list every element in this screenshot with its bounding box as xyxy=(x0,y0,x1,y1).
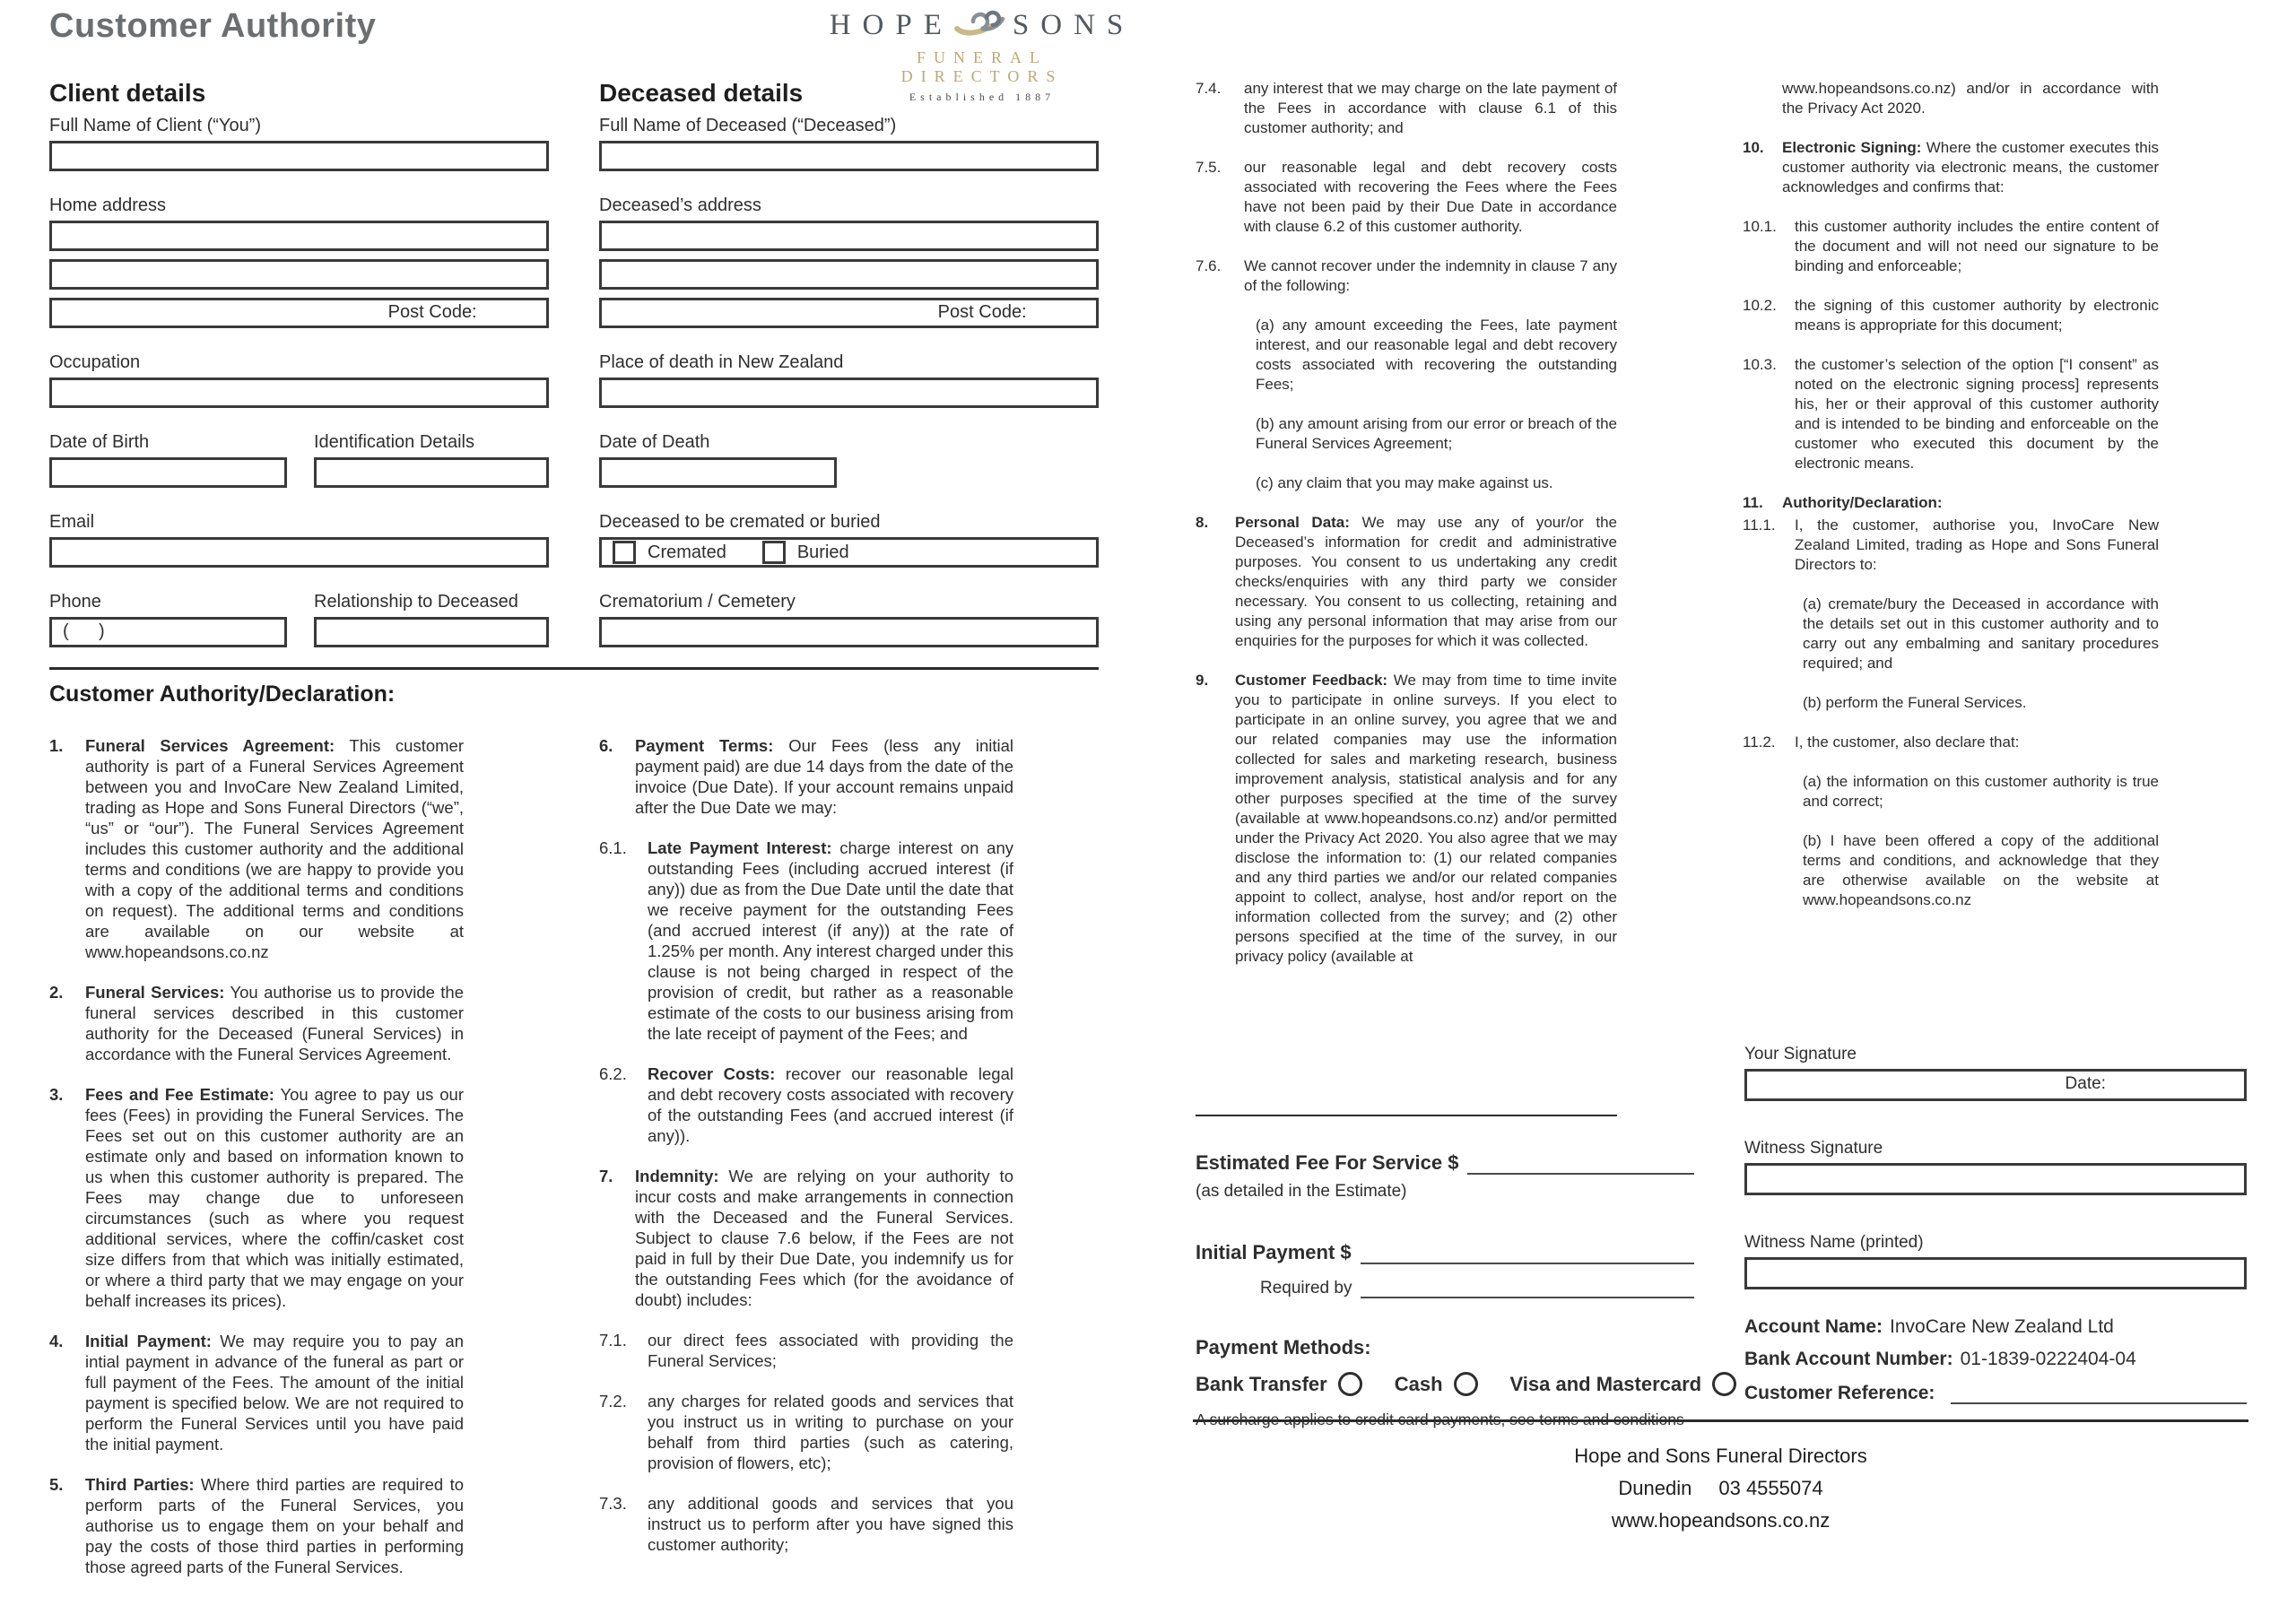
client-phone-input[interactable] xyxy=(49,617,287,647)
account-name-label: Account Name: xyxy=(1744,1316,1883,1337)
clause-number: 10.2. xyxy=(1743,297,1777,314)
clause-text: Funeral Services Agreement: This customer authority is part of a Funeral Services Agreement between you and InvoCare New Zealand Limited, trading as Hope and Sons Funeral Directors (“we”, “us” or “our”). The Funeral Services Agreement includes this customer authority and the additional terms and conditions (we are happy to provide you with a copy of the additional terms and conditions on request). The additional terms and conditions are available on our website at www.hopeandsons.co.nz xyxy=(85,736,464,961)
signature-date-label: Date: xyxy=(2065,1074,2106,1093)
client-relationship-input[interactable] xyxy=(314,617,549,647)
clause-number: 10. xyxy=(1743,139,1764,156)
clause-item xyxy=(1256,473,1617,493)
clauses-column-1 xyxy=(49,735,464,1597)
client-occupation-input[interactable] xyxy=(49,378,549,408)
payment-methods-heading: Payment Methods: xyxy=(1196,1336,1371,1358)
payment-method-visa-and-mastercard xyxy=(1510,1372,1737,1396)
clauses-column-2 xyxy=(599,735,1013,1575)
clause-number: 6.1. xyxy=(599,838,627,857)
clause-text: this customer authority includes the entire content of the document and will not need our signature to be binding and enforceable; xyxy=(1795,218,2159,274)
clause-text: Recover Costs: recover our reasonable legal and debt recovery costs associated with recovery of the outstanding Fees (and accrued interest (if any)). xyxy=(648,1064,1013,1145)
footer-contact xyxy=(1193,1472,2248,1505)
place-of-death-label: Place of death in New Zealand xyxy=(599,352,844,372)
clause-item xyxy=(1256,414,1617,454)
clause-text: (a) the information on this customer authority is true and correct; xyxy=(1803,773,2159,810)
clause-number: 11.2. xyxy=(1743,733,1776,751)
clause-7-1 xyxy=(599,1330,1013,1371)
bank-account-number-value: 01-1839-0222404-04 xyxy=(1960,1349,2136,1369)
payment-method-radio[interactable] xyxy=(1338,1372,1362,1396)
crematorium-cemetery-input[interactable] xyxy=(599,617,1099,647)
clause-item xyxy=(1803,693,2159,713)
clause-text: Payment Terms: Our Fees (less any initial payment paid) are due 14 days from the date of the invoice (Due Date). If your account remains unpaid after the Due Date we may: xyxy=(635,736,1013,817)
clause-6-1 xyxy=(599,838,1013,1044)
clause-number: 6. xyxy=(599,736,613,755)
clause-text: (a) any amount exceeding the Fees, late payment interest, and our reasonable legal and debt recovery costs associated with recovering the outstanding Fees; xyxy=(1256,317,1617,393)
clause-item xyxy=(1256,316,1617,395)
right-page-divider xyxy=(1193,1419,2248,1422)
deceased-details-section xyxy=(599,79,1099,647)
logo-word-sons: SONS xyxy=(1012,9,1135,41)
client-email-input[interactable] xyxy=(49,537,549,568)
clause-7-2 xyxy=(599,1391,1013,1473)
initial-payment-label: Initial Payment $ xyxy=(1196,1241,1352,1263)
clause-3 xyxy=(49,1084,464,1311)
your-signature-label: Your Signature xyxy=(1744,1045,1857,1063)
footer-website: www.hopeandsons.co.nz xyxy=(1611,1509,1831,1532)
place-of-death-input[interactable] xyxy=(599,378,1099,408)
clause-number: 11. xyxy=(1743,494,1763,511)
witness-name-label: Witness Name (printed) xyxy=(1744,1233,1924,1252)
client-home-address-input-2[interactable] xyxy=(49,259,549,290)
client-id-details-input[interactable] xyxy=(314,457,549,488)
client-occupation-label: Occupation xyxy=(49,352,141,372)
clause-number: 4. xyxy=(49,1332,64,1350)
deceased-address-input-2[interactable] xyxy=(599,259,1099,290)
clause-7-5 xyxy=(1196,158,1617,237)
clause-11 xyxy=(1743,493,2159,513)
client-full-name-input[interactable] xyxy=(49,141,549,171)
clause-text: We cannot recover under the indemnity in clause 7 any of the following: xyxy=(1244,257,1617,294)
clause-text: Third Parties: Where third parties are required to perform parts of the Funeral Services, you authorise us to engage them on your behalf and pay the costs of those third parties in performing those agreed parts of the Funeral Services. xyxy=(85,1475,464,1576)
logo-word-hope: HOPE xyxy=(829,9,953,41)
payment-method-label: Bank Transfer xyxy=(1196,1372,1327,1395)
buried-label: Buried xyxy=(796,542,849,562)
signature-section xyxy=(1744,1045,2247,1289)
clause-number: 7.1. xyxy=(599,1331,627,1350)
footer xyxy=(1193,1440,2248,1537)
clause-text: Late Payment Interest: charge interest on any outstanding Fees (including accrued interest (if any)) due as from the Due Date until the date that we receive payment for the outstanding Fees (and accrued interest (if any)) at the rate of 1.25% per month. Any interest charged under this clause is not being charged in respect of the provision of credit, but rather as a reasonable estimate of the costs to our business arising from the late receipt of payment of the Fees; and xyxy=(648,838,1013,1043)
logo-swirl-icon xyxy=(953,4,1013,48)
date-of-death-input[interactable] xyxy=(599,457,837,488)
customer-reference-field[interactable] xyxy=(1951,1381,2247,1404)
payment-method-radio[interactable] xyxy=(1454,1372,1478,1396)
deceased-address-input-1[interactable] xyxy=(599,221,1099,251)
client-full-name-label: Full Name of Client (“You”) xyxy=(49,116,262,135)
footer-city: Dunedin xyxy=(1618,1477,1692,1499)
deceased-details-heading: Deceased details xyxy=(599,79,804,107)
payment-method-bank-transfer xyxy=(1196,1372,1362,1396)
clause-text: (b) perform the Funeral Services. xyxy=(1803,694,2027,711)
payment-method-label: Visa and Mastercard xyxy=(1509,1372,1702,1395)
estimated-fee-field[interactable] xyxy=(1467,1150,1694,1175)
deceased-full-name-input[interactable] xyxy=(599,141,1099,171)
clause-7-6 xyxy=(1196,256,1617,296)
clause-number: 3. xyxy=(49,1085,64,1104)
clause-number: 9. xyxy=(1196,672,1209,689)
client-post-code-label: Post Code: xyxy=(387,302,477,322)
witness-name-input[interactable] xyxy=(1744,1257,2247,1289)
clause-number: 7. xyxy=(599,1167,613,1185)
date-of-death-label: Date of Death xyxy=(599,432,710,452)
clause-text: I, the customer, authorise you, InvoCare New Zealand Limited, trading as Hope and Sons Funeral Directors to: xyxy=(1795,516,2159,573)
clause-text: Fees and Fee Estimate: You agree to pay us our fees (Fees) in providing the Funeral Services. The Fees set out on this customer authority are an estimate only and based on information known to us when this customer authority is prepared. The Fees may change due to unforeseen circumstances (such as where you request additional services, where the coffin/casket cost size differs from that which was initially estimated, or where a third party that we may engage on your behalf increases its prices). xyxy=(85,1085,465,1310)
clause-text: any interest that we may charge on the late payment of the Fees in accordance with clause 6.1 of this customer authority; and xyxy=(1244,80,1617,136)
clause-text: the customer’s selection of the option [“I consent” as noted on the electronic signing process] represents his, her or their approval of this customer authority and is intended to be binding and enforceable on the customer who executed this document by the electronic means. xyxy=(1795,356,2159,472)
clause-7-4 xyxy=(1196,79,1617,138)
crematorium-cemetery-label: Crematorium / Cemetery xyxy=(599,592,796,612)
logo-established: Established 1887 xyxy=(909,91,1056,103)
client-phone-value: ( ) xyxy=(63,621,105,641)
clause-6 xyxy=(599,735,1013,818)
clause-text: (b) any amount arising from our error or breach of the Funeral Services Agreement; xyxy=(1256,415,1617,452)
left-page-divider xyxy=(49,667,1099,670)
surcharge-note: A surcharge applies to credit card payments, see terms and conditions xyxy=(1196,1410,1684,1428)
bank-account-number-label: Bank Account Number: xyxy=(1744,1349,1953,1369)
clauses-column-3 xyxy=(1196,79,1617,986)
clause-11-2 xyxy=(1743,733,2159,752)
client-details-heading: Client details xyxy=(49,79,206,107)
customer-reference-label: Customer Reference: xyxy=(1744,1383,1935,1403)
clause-text: I, the customer, also declare that: xyxy=(1795,733,2020,751)
footer-company: Hope and Sons Funeral Directors xyxy=(1574,1445,1867,1467)
clause-text: any charges for related goods and services that you instruct us in writing to purchase on your behalf from third parties (such as catering, provision of flowers, etc); xyxy=(648,1392,1013,1472)
account-section xyxy=(1744,1316,2247,1415)
witness-signature-input[interactable] xyxy=(1744,1163,2247,1195)
clause-item xyxy=(1803,772,2159,812)
clause-text: Authority/Declaration: xyxy=(1782,494,1943,511)
client-home-address-input-3[interactable] xyxy=(49,298,549,328)
clause-text: any additional goods and services that you instruct us to perform after you have signed this customer authority; xyxy=(648,1494,1013,1554)
clause-number: 2. xyxy=(49,983,64,1002)
clause-5 xyxy=(49,1474,464,1577)
client-id-details-label: Identification Details xyxy=(314,432,474,452)
clause-text: (c) any claim that you may make against us. xyxy=(1256,474,1553,491)
clause-text: Indemnity: We are relying on your authority to incur costs and make arrangements in connection with the Deceased and the Funeral Services. Subject to clause 7.6 below, if the Fees are not paid in full by their Due Date, you indemnify us for the outstanding Fees which (for the avoidance of doubt) includes: xyxy=(635,1167,1013,1309)
clause-number: 7.2. xyxy=(599,1392,627,1410)
clause-number: 10.1. xyxy=(1743,218,1777,235)
clause-number: 8. xyxy=(1196,514,1209,531)
clause-number: 5. xyxy=(49,1475,64,1494)
cremated-or-buried-group xyxy=(599,537,1099,568)
clause-text: our reasonable legal and debt recovery costs associated with recovering the Fees where the Fees have not been paid by their Due Date in accordance with clause 6.2 of this customer authority. xyxy=(1244,159,1617,235)
client-home-address-label: Home address xyxy=(49,195,167,215)
clause-number: 11.1. xyxy=(1743,516,1776,534)
estimated-fee-label: Estimated Fee For Service $ xyxy=(1196,1151,1459,1174)
required-by-label: Required by xyxy=(1260,1279,1352,1298)
clause-10-1 xyxy=(1743,217,2159,276)
clause-text: Personal Data: We may use any of your/or the Deceased’s information for credit and administrative purposes. You consent to us undertaking any credit checks/enquiries with any third party we consider necessary. You consent to us collecting, retaining and using any personal information that may arise from our enquiries for the purposes for which it was collected. xyxy=(1235,514,1617,649)
clause-text: Funeral Services: You authorise us to provide the funeral services described in this customer authority for the Deceased (Funeral Services) in accordance with the Funeral Services Agreement. xyxy=(85,983,464,1063)
payment-methods-row xyxy=(1196,1372,1702,1396)
clause-text: Customer Feedback: We may from time to time invite you to participate in online surveys. If you elect to participate in an online survey, you agree that we and our related companies may use the information collected for sales and marketing research, business improvement analysis, statistical analysis and for any other purposes specified at the time of the survey (available at www.hopeandsons.co.nz) and/or permitted under the Privacy Act 2020. You also agree that we may disclose the information to: (1) our related companies and any third parties we and/or our related companies appoint to collect, analyse, host and/or report on the information collected from the survey; and (2) other persons specified at the time of the survey, in our privacy policy (available at xyxy=(1235,672,1617,965)
clause-1 xyxy=(49,735,464,962)
clause-11-1 xyxy=(1743,516,2159,575)
client-relationship-label: Relationship to Deceased xyxy=(314,592,518,612)
clause-9 xyxy=(1196,671,1617,967)
clause-number: 6.2. xyxy=(599,1064,627,1083)
clause-text: our direct fees associated with providing the Funeral Services; xyxy=(648,1331,1013,1370)
clause-text: the signing of this customer authority by electronic means is appropriate for this document; xyxy=(1795,297,2159,334)
clause-2 xyxy=(49,982,464,1064)
footer-phone: 03 4555074 xyxy=(1718,1477,1823,1499)
account-name-value: InvoCare New Zealand Ltd xyxy=(1890,1316,2114,1337)
clause-number: 7.6. xyxy=(1196,257,1222,274)
estimated-fee-note: (as detailed in the Estimate) xyxy=(1196,1182,1407,1201)
clause-text: Electronic Signing: Where the customer executes this customer authority via electronic means, the customer acknowledges and confirms that: xyxy=(1782,139,2159,195)
declaration-heading: Customer Authority/Declaration: xyxy=(49,681,396,707)
clause-number: 7.4. xyxy=(1196,80,1222,97)
clause-10-2 xyxy=(1743,296,2159,335)
deceased-full-name-label: Full Name of Deceased (“Deceased”) xyxy=(599,116,897,135)
fees-divider xyxy=(1196,1115,1617,1116)
clause-item xyxy=(1803,595,2159,673)
clause-8 xyxy=(1196,513,1617,651)
payment-method-label: Cash xyxy=(1394,1372,1443,1395)
clause-number: 7.5. xyxy=(1196,159,1222,176)
logo-wordmark xyxy=(829,4,1135,48)
client-phone-label: Phone xyxy=(49,592,101,612)
cremated-or-buried-label: Deceased to be cremated or buried xyxy=(599,512,881,532)
witness-signature-label: Witness Signature xyxy=(1744,1139,1883,1158)
clause-number: 7.3. xyxy=(599,1494,627,1513)
buried-checkbox[interactable] xyxy=(762,541,786,564)
your-signature-input[interactable] xyxy=(1744,1069,2247,1101)
deceased-address-input-3[interactable] xyxy=(599,298,1099,328)
clause-4 xyxy=(49,1331,464,1454)
cremated-label: Cremated xyxy=(648,542,726,562)
payment-method-cash xyxy=(1395,1372,1478,1396)
deceased-post-code-label: Post Code: xyxy=(937,302,1027,322)
payment-method-radio[interactable] xyxy=(1712,1372,1736,1396)
deceased-address-label: Deceased’s address xyxy=(599,195,761,215)
client-dob-input[interactable] xyxy=(49,457,287,488)
client-dob-label: Date of Birth xyxy=(49,432,150,452)
clause-item xyxy=(1803,831,2159,910)
clause-7 xyxy=(599,1166,1013,1310)
initial-payment-field[interactable] xyxy=(1361,1239,1694,1264)
clause-10-3 xyxy=(1743,355,2159,473)
clause-number: 10.3. xyxy=(1743,356,1777,373)
clause-item xyxy=(1782,79,2159,118)
client-details-section xyxy=(49,79,549,647)
required-by-field[interactable] xyxy=(1361,1273,1694,1298)
clause-text: (a) cremate/bury the Deceased in accordance with the details set out in this customer authority and to carry out any embalming and sanitary procedures required; and xyxy=(1803,595,2159,672)
clause-text: www.hopeandsons.co.nz) and/or in accordance with the Privacy Act 2020. xyxy=(1782,80,2159,117)
clauses-column-4 xyxy=(1743,79,2159,930)
page-title: Customer Authority xyxy=(49,7,377,45)
clause-6-2 xyxy=(599,1063,1013,1146)
clause-10 xyxy=(1743,138,2159,197)
logo-tagline: FUNERAL DIRECTORS xyxy=(900,48,1064,85)
cremated-checkbox[interactable] xyxy=(613,541,636,564)
clause-number: 1. xyxy=(49,736,64,755)
client-email-label: Email xyxy=(49,512,95,532)
clause-text: Initial Payment: We may require you to pay an intial payment in advance of the funeral as part or full payment of the Fees. The amount of the initial payment is specified below. We are not required to perform the Funeral Services until you have paid the initial payment. xyxy=(85,1332,464,1454)
clause-text: (b) I have been offered a copy of the additional terms and conditions, and acknowledge that they are otherwise available on the website at www.hopeandsons.co.nz xyxy=(1803,832,2159,908)
fees-section xyxy=(1196,1148,1702,1429)
client-home-address-input-1[interactable] xyxy=(49,221,549,251)
